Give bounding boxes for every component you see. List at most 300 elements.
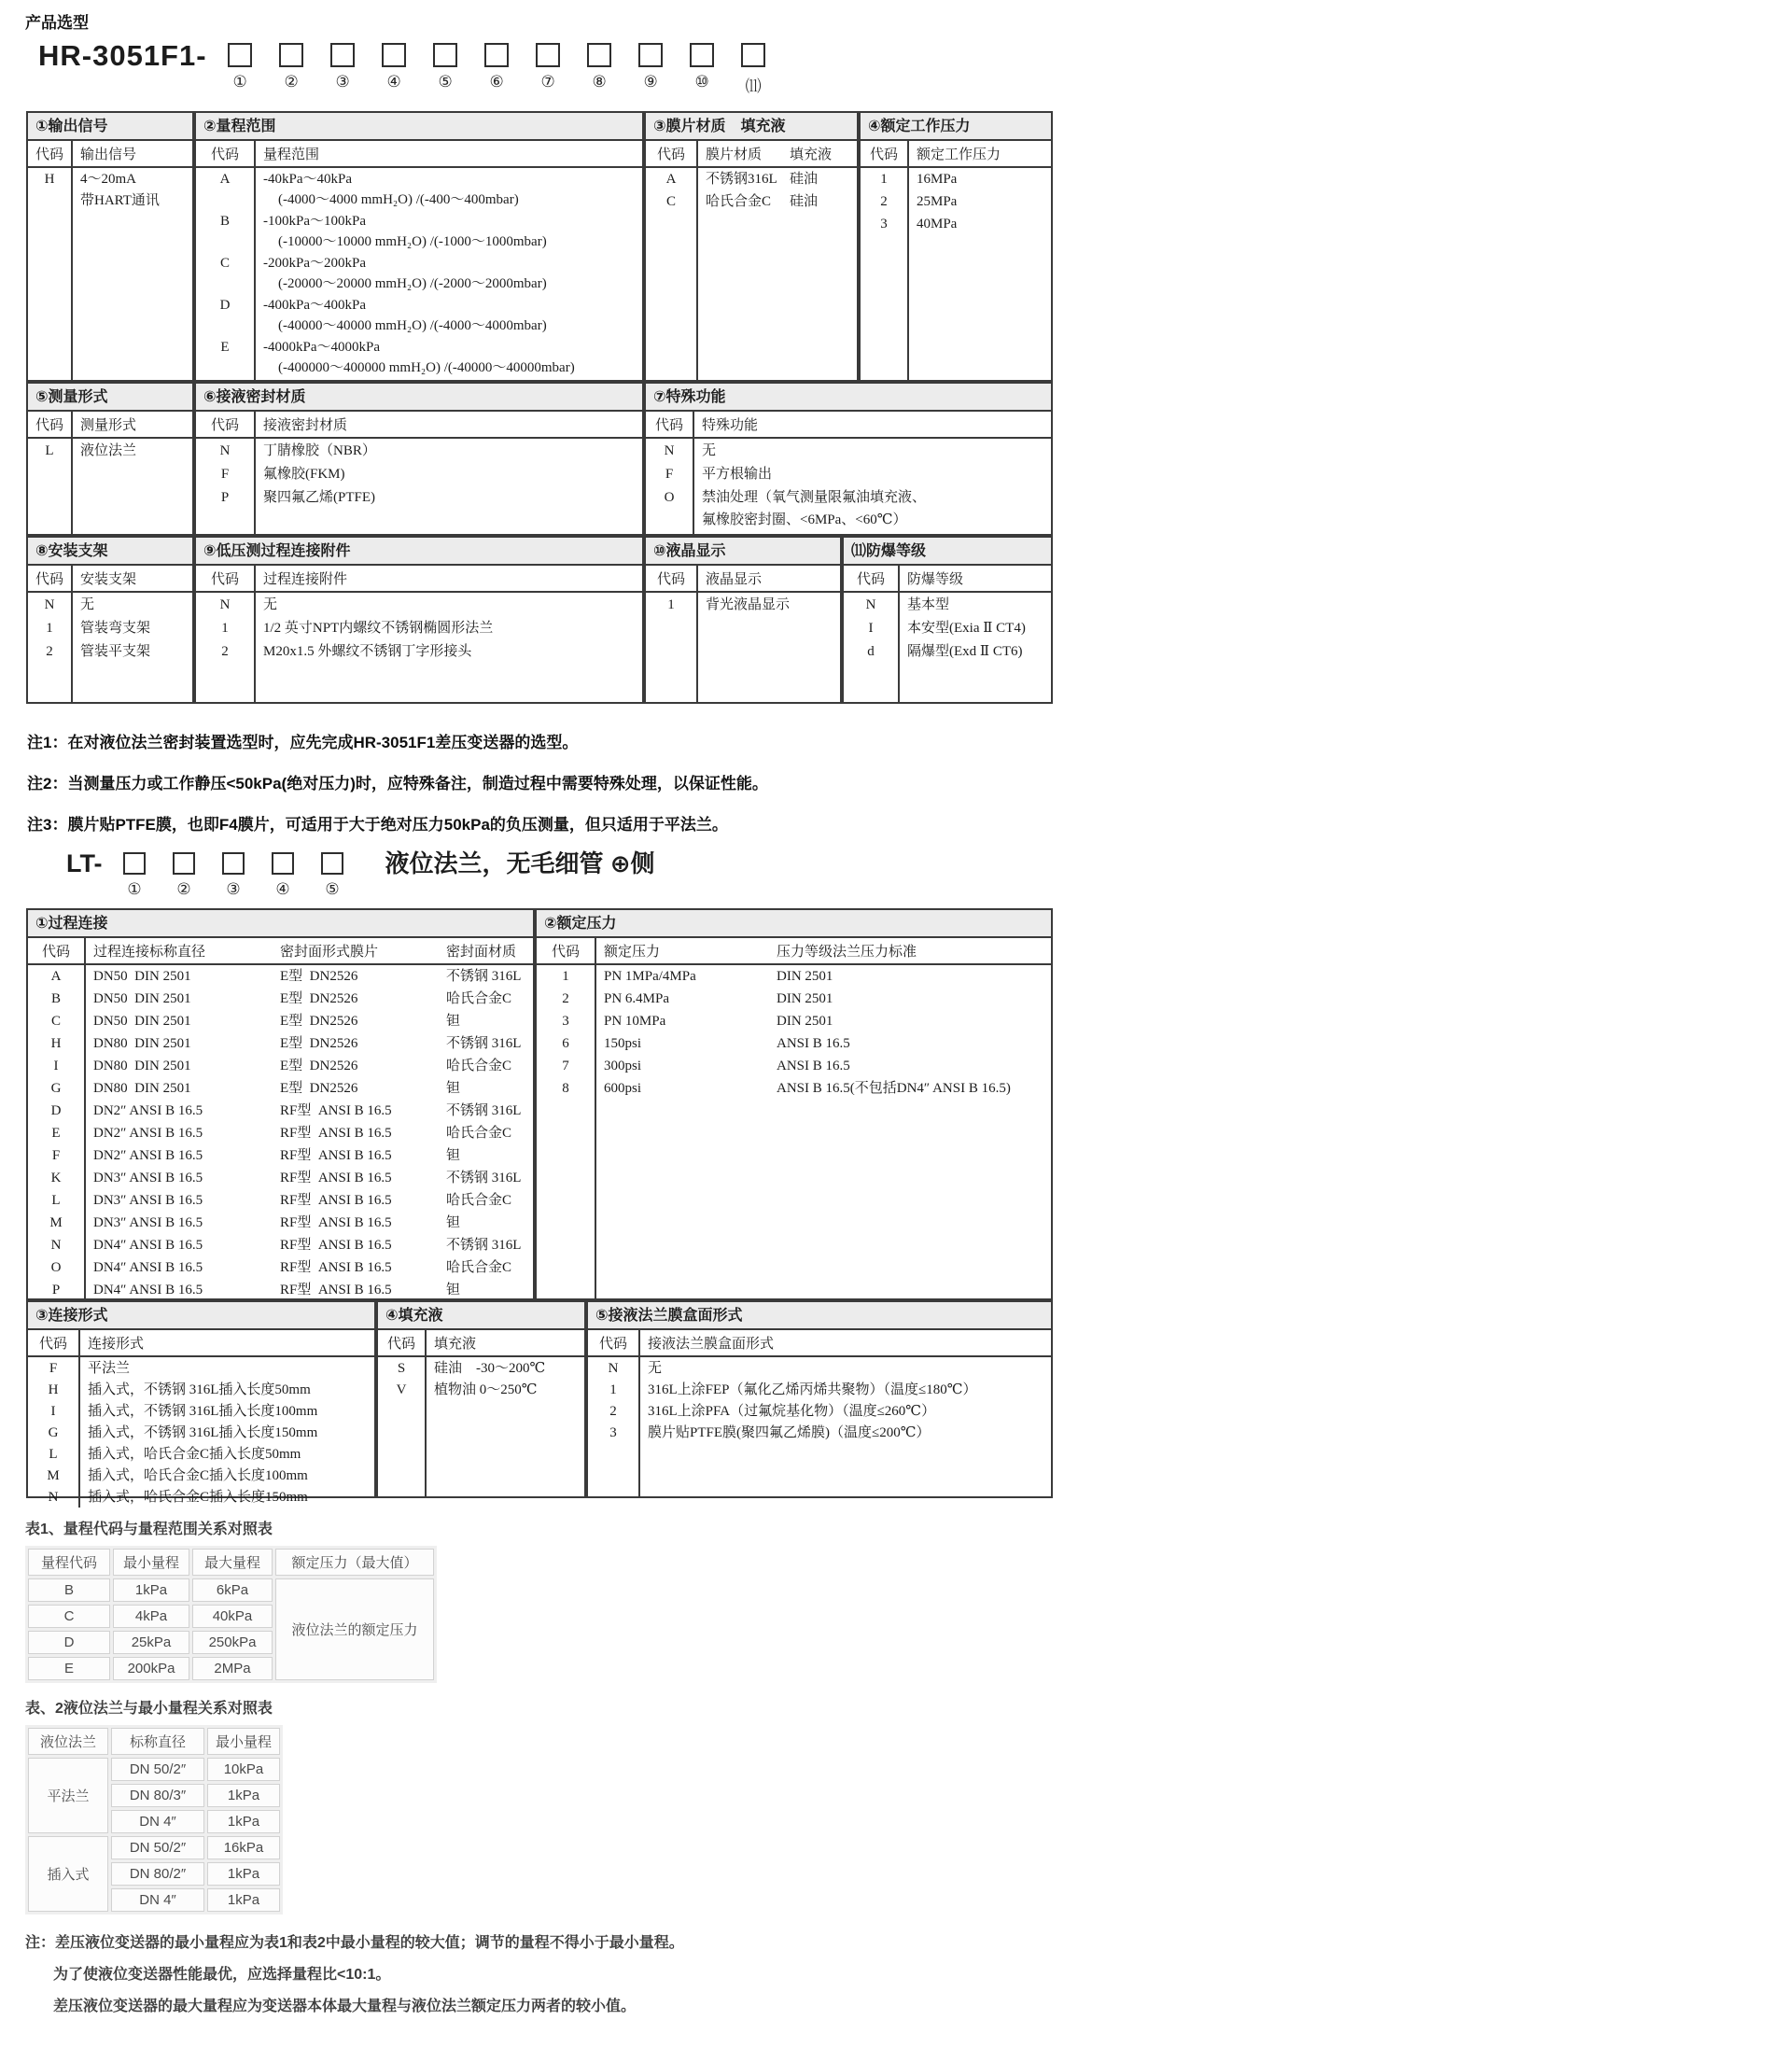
value-column-header: 安装支架 xyxy=(80,572,137,587)
section-range xyxy=(194,111,644,382)
lt-band-2 xyxy=(26,1300,1053,1505)
range-line: (-4000～4000 mmH₂O) /(-400～400mbar) xyxy=(278,192,519,207)
value-cells xyxy=(86,1032,533,1055)
table-header-row xyxy=(28,1728,280,1755)
code-cell: N xyxy=(844,593,900,616)
min-range-cell: 1kPa xyxy=(207,1784,280,1807)
hr-box-unit xyxy=(471,40,523,96)
code-cell: 2 xyxy=(588,1400,640,1422)
diameter-cell: DN2″ ANSI B 16.5 xyxy=(93,1126,203,1141)
table-row xyxy=(28,1357,374,1379)
section-body xyxy=(378,1357,584,1496)
code-cell: L xyxy=(28,439,73,534)
max-range-cell: 6kPa xyxy=(192,1578,273,1602)
value-cell: 无 xyxy=(80,597,95,612)
value-cells xyxy=(86,1167,533,1189)
value-cell xyxy=(256,294,642,336)
hr-model-row xyxy=(38,40,1792,96)
lt-band-1 xyxy=(26,908,1053,1300)
section-body xyxy=(537,965,1051,1298)
value-cell xyxy=(694,485,1051,534)
lt-model-row xyxy=(66,849,1792,899)
code-cell: 7 xyxy=(537,1055,596,1077)
table-row xyxy=(537,1032,1051,1055)
hr-box-unit xyxy=(369,40,420,96)
table-row xyxy=(196,336,642,380)
table-row xyxy=(196,485,642,534)
value-column-header: 接液法兰膜盒面形式 xyxy=(648,1337,775,1352)
box-number: ③ xyxy=(335,73,350,91)
material-cell: 哈氏合金C xyxy=(446,1260,512,1275)
code-cell: G xyxy=(28,1077,86,1100)
code-cell: I xyxy=(28,1400,80,1422)
code-cell: C xyxy=(196,252,256,294)
fill-column-header: 填充液 xyxy=(790,147,833,162)
rated-pressure-merged-cell: 液位法兰的额定压力 xyxy=(275,1578,434,1680)
table-row xyxy=(646,593,840,702)
lt-model-prefix: LT- xyxy=(66,849,103,877)
column-header-row xyxy=(646,141,857,168)
nominal-diameter-header: 过程连接标称直径 xyxy=(93,945,206,960)
value-cells xyxy=(86,1100,533,1122)
value-column-header: 特殊功能 xyxy=(702,418,759,433)
table-row xyxy=(28,1032,533,1055)
section-title: ①过程连接 xyxy=(28,910,533,938)
range-line: (-10000～10000 mmH₂O) /(-1000～1000mbar) xyxy=(278,234,547,249)
section-body xyxy=(646,168,857,380)
value-cell: 316L上涂FEP（氟化乙烯丙烯共聚物）（温度≤180℃） xyxy=(648,1382,977,1397)
value-cell: 16MPa xyxy=(917,172,958,187)
range-code-cell: B xyxy=(28,1578,110,1602)
seal-form-cell: RF型 ANSI B 16.5 xyxy=(280,1238,392,1253)
section-title: ⑩液晶显示 xyxy=(646,538,840,566)
column-header-row xyxy=(861,141,1051,168)
section-title: ④填充液 xyxy=(378,1302,584,1330)
section-title: ⑥接液密封材质 xyxy=(196,384,642,412)
section-fill-fluid xyxy=(376,1300,586,1498)
flange-standard-header: 压力等级法兰压力标准 xyxy=(777,945,917,960)
value-cell xyxy=(73,168,192,380)
pressure-cell: PN 6.4MPa xyxy=(604,991,670,1006)
material-cell: 不锈钢 316L xyxy=(446,1103,522,1118)
table-row xyxy=(646,439,1051,462)
diameter-cell: DN3″ ANSI B 16.5 xyxy=(93,1215,203,1230)
hr-selection-box-10[interactable] xyxy=(690,43,714,67)
seal-form-cell: RF型 ANSI B 16.5 xyxy=(280,1283,392,1298)
flange-type-cell: 平法兰 xyxy=(28,1758,108,1833)
hr-notes xyxy=(27,722,1792,846)
code-cell: 3 xyxy=(537,1010,596,1032)
table-row xyxy=(28,616,192,639)
pressure-cell: 600psi xyxy=(604,1081,642,1096)
material-cell: 哈氏合金C xyxy=(446,1059,512,1073)
code-cell: F xyxy=(196,462,256,485)
section-body xyxy=(196,439,642,534)
box-number: ② xyxy=(176,880,191,898)
column-header-row xyxy=(28,938,533,965)
table-row xyxy=(196,439,642,462)
section-title: ③膜片材质 填充液 xyxy=(646,113,857,141)
table-row xyxy=(28,1758,280,1781)
code-column-header: 代码 xyxy=(646,412,694,437)
diaphragm-cell: 不锈钢316L xyxy=(706,172,777,187)
material-cell: 不锈钢 316L xyxy=(446,1036,522,1051)
lt-selection-box-5[interactable] xyxy=(321,852,343,875)
lt-selection-box-3[interactable] xyxy=(222,852,245,875)
code-cell: 2 xyxy=(28,639,73,702)
section-body xyxy=(28,1357,374,1505)
lt-selection-box-2[interactable] xyxy=(173,852,195,875)
table-row xyxy=(28,1100,533,1122)
value-cell: M20x1.5 外螺纹不锈钢丁字形接头 xyxy=(263,644,472,659)
table-row xyxy=(588,1357,1051,1379)
code-cell: C xyxy=(28,1010,86,1032)
code-cell: 8 xyxy=(537,1077,596,1298)
table-row xyxy=(196,210,642,252)
value-cell: 无 xyxy=(702,443,717,458)
max-range-cell: 2MPa xyxy=(192,1657,273,1680)
diameter-cell: DN 80/3″ xyxy=(111,1784,204,1807)
table-row xyxy=(28,1422,374,1443)
section-connection-form xyxy=(26,1300,376,1505)
value-cell: 背光液晶显示 xyxy=(706,597,791,612)
column-header: 最大量程 xyxy=(192,1549,273,1576)
value-cells xyxy=(596,1032,1051,1055)
section-body xyxy=(844,593,1051,702)
section-body xyxy=(196,593,642,702)
code-cell: N xyxy=(28,1486,80,1508)
value-cells xyxy=(86,1279,533,1301)
code-cell: E xyxy=(28,1122,86,1144)
range-code-table xyxy=(25,1546,437,1683)
value-cell: 基本型 xyxy=(907,597,950,612)
hr-model-prefix: HR-3051F1- xyxy=(38,39,207,72)
range-code-cell: D xyxy=(28,1631,110,1654)
code-cell: A xyxy=(646,168,698,190)
column-header: 量程代码 xyxy=(28,1549,110,1576)
pressure-cell: PN 10MPa xyxy=(604,1014,666,1029)
seal-form-cell: RF型 ANSI B 16.5 xyxy=(280,1215,392,1230)
value-cells xyxy=(596,988,1051,1010)
value-cell: 插入式，不锈钢 316L插入长度50mm xyxy=(88,1382,311,1397)
hr-selection-box-7[interactable] xyxy=(536,43,560,67)
section-body xyxy=(861,168,1051,380)
table-row xyxy=(28,1144,533,1167)
table-row xyxy=(28,1010,533,1032)
code-cell: F xyxy=(28,1144,86,1167)
column-header-row xyxy=(28,566,192,593)
bottom-note-line-2: 为了使液位变送器性能最优，应选择量程比<10:1。 xyxy=(53,1967,391,1983)
table-row xyxy=(28,1379,374,1400)
code-cell: A xyxy=(28,965,86,988)
value-cell: 无 xyxy=(648,1361,663,1376)
code-cell: A xyxy=(196,168,256,210)
code-cell: B xyxy=(196,210,256,252)
flange-type-cell: 插入式 xyxy=(28,1836,108,1912)
value-column-header: 连接形式 xyxy=(88,1337,145,1352)
table-row xyxy=(28,1234,533,1256)
table-row xyxy=(28,1279,533,1301)
value-column-header: 液晶显示 xyxy=(706,572,763,587)
diameter-cell: DN 50/2″ xyxy=(111,1758,204,1781)
hr-selection-box-9[interactable] xyxy=(638,43,663,67)
code-cell: d xyxy=(844,639,900,702)
value-column-header: 接液密封材质 xyxy=(263,418,348,433)
hr-box-unit xyxy=(574,40,625,96)
value-cells xyxy=(596,1010,1051,1032)
box-number: ④ xyxy=(275,880,290,898)
material-cell: 钽 xyxy=(446,1283,461,1298)
lt-selection-box-4[interactable] xyxy=(272,852,294,875)
code-column-header: 代码 xyxy=(28,1330,80,1355)
range-line: (-40000～40000 mmH₂O) /(-4000～4000mbar) xyxy=(278,318,547,333)
code-cell: F xyxy=(28,1357,80,1379)
box-number: ② xyxy=(284,73,299,91)
value-column-header: 防爆等级 xyxy=(907,572,964,587)
table-row xyxy=(646,190,857,380)
section-process-connection xyxy=(26,908,535,1300)
column-header-row xyxy=(646,566,840,593)
diameter-cell: DN3″ ANSI B 16.5 xyxy=(93,1171,203,1185)
table-row xyxy=(861,190,1051,213)
bottom-note-line-3: 差压液位变送器的最大量程应为变送器本体最大量程与液位法兰额定压力两者的较小值。 xyxy=(53,1999,637,2014)
table-row xyxy=(844,616,1051,639)
value-cell: 硅油 -30～200℃ xyxy=(434,1361,546,1376)
value-cell: 插入式，不锈钢 316L插入长度150mm xyxy=(88,1425,318,1440)
code-cell: 1 xyxy=(537,965,596,988)
value-line: 4～20mA xyxy=(80,172,137,187)
hr-box-unit xyxy=(625,40,677,96)
value-column-header: 测量形式 xyxy=(80,418,137,433)
box-number: ④ xyxy=(386,73,401,91)
range-line: -200kPa～200kPa xyxy=(263,256,366,271)
column-header-row xyxy=(537,938,1051,965)
column-header-row xyxy=(196,566,642,593)
code-cell: 1 xyxy=(646,593,698,702)
table-row xyxy=(196,593,642,616)
hr-selection-box-8[interactable] xyxy=(587,43,611,67)
value-column-header: 过程连接附件 xyxy=(263,572,348,587)
section-lp-process-connection xyxy=(194,536,644,704)
box-number: ⑩ xyxy=(694,73,709,91)
code-cell: F xyxy=(646,462,694,485)
table-row xyxy=(861,213,1051,380)
value-cell: 膜片贴PTFE膜(聚四氟乙烯膜)（温度≤200℃） xyxy=(648,1425,931,1440)
section-body xyxy=(28,593,192,702)
table-row xyxy=(196,462,642,485)
table-row xyxy=(28,1465,374,1486)
pressure-cell: 300psi xyxy=(604,1059,642,1073)
material-cell: 钽 xyxy=(446,1215,461,1230)
diameter-cell: DN50 DIN 2501 xyxy=(93,991,191,1006)
box-number: ⑤ xyxy=(325,880,340,898)
value-cell: 丁腈橡胶（NBR） xyxy=(263,443,376,458)
table-row xyxy=(28,639,192,702)
section-body xyxy=(196,168,642,380)
code-column-header: 代码 xyxy=(28,566,73,591)
table-row xyxy=(28,1122,533,1144)
column-header: 液位法兰 xyxy=(28,1728,108,1755)
code-cell: L xyxy=(28,1443,80,1465)
code-cell: H xyxy=(28,1032,86,1055)
seal-form-cell: RF型 ANSI B 16.5 xyxy=(280,1193,392,1208)
code-cell: L xyxy=(28,1189,86,1212)
min-range-cell: 16kPa xyxy=(207,1836,280,1859)
value-cells xyxy=(86,1077,533,1100)
value-line: 带HART通讯 xyxy=(80,193,160,208)
standard-cell: DIN 2501 xyxy=(777,1014,833,1029)
value-cells xyxy=(86,1189,533,1212)
section-flange-capsule-face-form xyxy=(586,1300,1053,1498)
section-title: ⑤接液法兰膜盒面形式 xyxy=(588,1302,1051,1330)
code-cell: 2 xyxy=(196,639,256,702)
code-cell: N xyxy=(28,593,73,616)
column-header-row xyxy=(28,141,192,168)
table-row xyxy=(537,1077,1051,1298)
lt-box-unit xyxy=(208,849,258,899)
table-row xyxy=(537,965,1051,988)
section-body xyxy=(646,593,840,702)
note-line-2: 注2：当测量压力或工作静压<50kPa(绝对压力)时，应特殊备注，制造过程中需要特殊处理，以保证性能。 xyxy=(27,775,768,793)
column-header: 最小量程 xyxy=(207,1728,280,1755)
material-cell: 哈氏合金C xyxy=(446,1126,512,1141)
hr-selection-box-1[interactable] xyxy=(228,43,252,67)
seal-form-cell: RF型 ANSI B 16.5 xyxy=(280,1103,392,1118)
code-cell: I xyxy=(844,616,900,639)
table-row xyxy=(861,168,1051,190)
value-cells xyxy=(86,1055,533,1077)
box-number: ⑥ xyxy=(489,73,504,91)
material-cell: 不锈钢 316L xyxy=(446,1238,522,1253)
value-cells xyxy=(596,1077,1051,1298)
fill-cell: 硅油 xyxy=(790,172,819,187)
code-cell: 6 xyxy=(537,1032,596,1055)
table-row xyxy=(537,1055,1051,1077)
code-cell: M xyxy=(28,1465,80,1486)
table-row xyxy=(28,1443,374,1465)
code-cell: H xyxy=(28,168,73,380)
code-column-header: 代码 xyxy=(28,412,73,437)
value-cell xyxy=(256,168,642,210)
code-cell: E xyxy=(196,336,256,380)
table-row xyxy=(28,1578,434,1602)
column-header: 最小量程 xyxy=(113,1549,189,1576)
code-column-header: 代码 xyxy=(196,412,256,437)
material-cell: 钽 xyxy=(446,1148,461,1163)
range-line: -4000kPa～4000kPa xyxy=(263,340,380,355)
table2-title: 表、2液位法兰与最小量程关系对照表 xyxy=(25,1701,273,1717)
section-title: ⑨低压测过程连接附件 xyxy=(196,538,642,566)
table-row xyxy=(28,1212,533,1234)
hr-selection-box-11[interactable] xyxy=(741,43,765,67)
table-row xyxy=(196,168,642,210)
seal-form-cell: RF型 ANSI B 16.5 xyxy=(280,1126,392,1141)
code-column-header: 代码 xyxy=(646,141,698,166)
section-explosion-proof-rating xyxy=(842,536,1053,704)
value-cell: 插入式，哈氏合金C插入长度100mm xyxy=(88,1468,308,1483)
value-cell: 平方根输出 xyxy=(702,467,773,482)
code-column-header: 代码 xyxy=(844,566,900,591)
lt-box-unit xyxy=(307,849,357,899)
min-range-cell: 200kPa xyxy=(113,1657,189,1680)
code-cell: O xyxy=(646,485,694,534)
column-header-row xyxy=(196,412,642,439)
box-number: ⑨ xyxy=(643,73,658,91)
box-number: ⑧ xyxy=(592,73,607,91)
diameter-cell: DN4″ ANSI B 16.5 xyxy=(93,1283,203,1298)
diameter-cell: DN2″ ANSI B 16.5 xyxy=(93,1148,203,1163)
page-title: 产品选型 xyxy=(25,14,89,32)
value-line: 氟橡胶密封圈、<6MPa、<60℃） xyxy=(702,512,907,527)
standard-cell: DIN 2501 xyxy=(777,991,833,1006)
section-title: ④额定工作压力 xyxy=(861,113,1051,141)
code-cell: 3 xyxy=(861,213,909,380)
table-row xyxy=(28,1055,533,1077)
code-cell: C xyxy=(646,190,698,380)
value-column-headers xyxy=(86,938,533,963)
lt-selection-box-1[interactable] xyxy=(123,852,146,875)
hr-selection-box-5[interactable] xyxy=(433,43,457,67)
hr-selection-box-6[interactable] xyxy=(484,43,509,67)
seal-form-cell: RF型 ANSI B 16.5 xyxy=(280,1148,392,1163)
code-cell: M xyxy=(28,1212,86,1234)
min-range-cell: 1kPa xyxy=(207,1888,280,1912)
seal-form-cell: E型 DN2526 xyxy=(280,1059,358,1073)
range-line: -100kPa～100kPa xyxy=(263,214,366,229)
table-row xyxy=(28,965,533,988)
code-cell: S xyxy=(378,1357,427,1379)
note-line-1: 注1：在对液位法兰密封装置选型时，应先完成HR-3051F1差压变送器的选型。 xyxy=(27,734,579,751)
code-cell: N xyxy=(196,593,256,616)
section-lcd-display xyxy=(644,536,842,704)
value-cell: 1/2 英寸NPT内螺纹不锈钢椭圆形法兰 xyxy=(263,621,494,636)
diameter-cell: DN80 DIN 2501 xyxy=(93,1036,191,1051)
value-line: 禁油处理（氧气测量限氟油填充液、 xyxy=(702,490,927,505)
lt-box-unit xyxy=(258,849,307,899)
column-header-row xyxy=(378,1330,584,1357)
table-row xyxy=(28,1189,533,1212)
lt-box-unit xyxy=(159,849,208,899)
box-number: ① xyxy=(127,880,142,898)
hr-selection-box-2[interactable] xyxy=(279,43,303,67)
column-header-row xyxy=(844,566,1051,593)
table-row xyxy=(196,252,642,294)
section-body xyxy=(28,965,533,1298)
code-column-header: 代码 xyxy=(861,141,909,166)
hr-selection-box-4[interactable] xyxy=(382,43,406,67)
value-cell: 40MPa xyxy=(917,217,958,231)
value-cell: 聚四氟乙烯(PTFE) xyxy=(263,490,376,505)
code-cell: 1 xyxy=(28,616,73,639)
hr-selection-box-3[interactable] xyxy=(330,43,355,67)
value-cells xyxy=(86,1234,533,1256)
section-body xyxy=(588,1357,1051,1496)
diameter-cell: DN 4″ xyxy=(111,1888,204,1912)
diameter-cell: DN 50/2″ xyxy=(111,1836,204,1859)
max-range-cell: 250kPa xyxy=(192,1631,273,1654)
diameter-cell: DN50 DIN 2501 xyxy=(93,969,191,984)
table-header-row xyxy=(28,1549,434,1576)
table-row xyxy=(28,168,192,380)
table-row xyxy=(28,1077,533,1100)
min-range-cell: 1kPa xyxy=(207,1810,280,1833)
table-row xyxy=(28,988,533,1010)
section-title: ⑾防爆等级 xyxy=(844,538,1051,566)
range-line: -400kPa～400kPa xyxy=(263,298,366,313)
section-body xyxy=(28,439,192,534)
code-cell: H xyxy=(28,1379,80,1400)
column-header-row xyxy=(646,412,1051,439)
